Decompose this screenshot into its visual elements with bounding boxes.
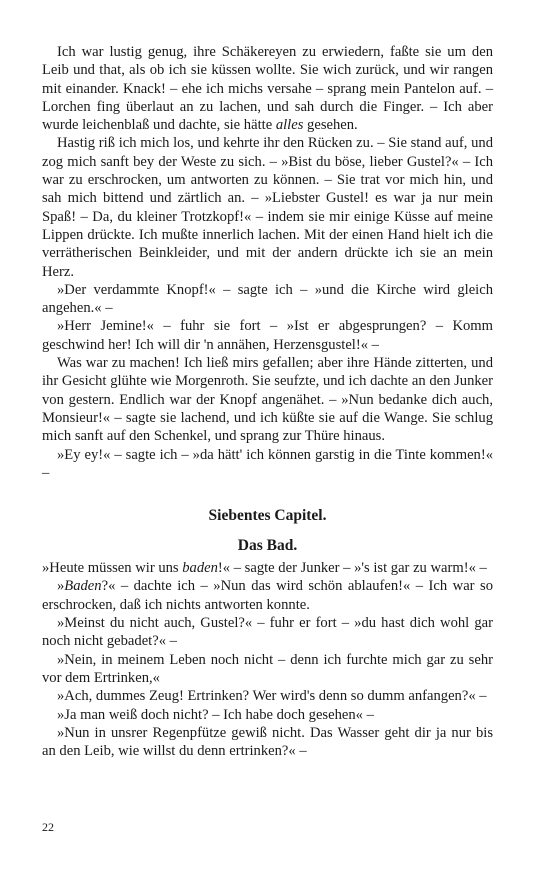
- paragraph-gebadet: »Meinst du nicht auch, Gustel?« – fuhr er fort – »du hast dich wohl gar noch nicht gebadet?« –: [42, 615, 493, 650]
- paragraph-man-weiss: »Ja man weiß doch nicht? – Ich habe doch gesehen« –: [57, 706, 374, 723]
- chapter-title: Siebentes Capitel.: [208, 507, 327, 525]
- page-number: 22: [42, 820, 54, 834]
- paragraph-jemine: »Herr Jemine!« – fuhr sie fort – »Ist er abgesprungen? – Komm geschwind her! Ich will dir 'n annähen, Herzensgustel!« –: [42, 318, 493, 353]
- paragraph-tinte: »Ey ey!« – sagte ich – »da hätt' ich können garstig in die Tinte kommen!« –: [42, 446, 493, 481]
- emphasis-alles: alles: [275, 117, 304, 134]
- paragraph-kisses: Hastig riß ich mich los, und kehrte ihr den Rücken zu. – Sie stand auf, und zog mich sanft bey der Weste zu sich. – »Bist du böse, lieber Gustel?« – Ich war zu erschrocken, um antworten zu können. – Sie trat vor mich hin, und sah mich bittend und zärtlich an. – »Liebster Gustel! es war ja nur mein Spaß! – Da, du kleiner Trotzkopf!« – indem sie mir einige Küsse auf meine Lippen drückte. Ich mußte innerlich lachen. Mit der einen Hand hielt ich die verrätherischen Beinkleider, und mit der andern drückte ich sie an mein Herz.: [42, 135, 493, 280]
- paragraph-baden-thought: »Baden?« – dachte ich – »Nun das wird schön ablaufen!« – Ich war so erschrocken, daß ich nichts antworten konnte.: [42, 578, 493, 613]
- chapter-heading: [42, 506, 493, 555]
- paragraph-dummes-zeug: »Ach, dummes Zeug! Ertrinken? Wer wird's denn so dumm anfangen?« –: [57, 688, 487, 705]
- emphasis-baden-2: Baden: [64, 578, 102, 595]
- paragraph-button-sewn: Was war zu machen! Ich ließ mirs gefallen; aber ihre Hände zitterten, und ihr Gesicht glühte wie Morgenroth. Sie seufzte, und ich dachte an den Junker von gestern. Endlich war der Knopf angenähet. – »Nun bedanke dich auch, Monsieur!« – sagte sie lachend, und ich küßte sie auf die Wange. Sie schlug mich sanft auf den Schenkel, und sprang zur Thüre hinaus.: [42, 355, 493, 445]
- chapter-subtitle: Das Bad.: [237, 537, 298, 555]
- paragraph-baden-opening: »Heute müssen wir uns baden!« – sagte der Junker – »'s ist gar zu warm!« –: [42, 560, 487, 577]
- paragraph-regenpfuetze: »Nun in unsrer Regenpfütze gewiß nicht. Das Wasser geht dir ja nur bis an den Leib, wie willst du denn ertrinken?« –: [42, 724, 493, 760]
- paragraph-lorchen-wrestle: Ich war lustig genug, ihre Schäkereyen zu erwiedern, faßte sie um den Leib und that, als ob ich sie küssen wollte. Sie wich zurück, und wir rangen mit einander. Knack! – ehe ich michs versahe – sprang mein Pantelon auf. – Lorchen fing überlaut an zu lachen, und sah durch die Finger. – Ich aber wurde leichenblaß und dachte, sie hätte alles gesehen.: [42, 44, 493, 134]
- paragraph-knopf: »Der verdammte Knopf!« – sagte ich – »und die Kirche wird gleich angehen.« –: [42, 281, 493, 317]
- emphasis-baden: baden: [182, 560, 218, 577]
- paragraph-ertrinken-fear: »Nein, in meinem Leben noch nicht – denn ich furchte mich gar zu sehr vor dem Ertrinken,«: [42, 651, 493, 686]
